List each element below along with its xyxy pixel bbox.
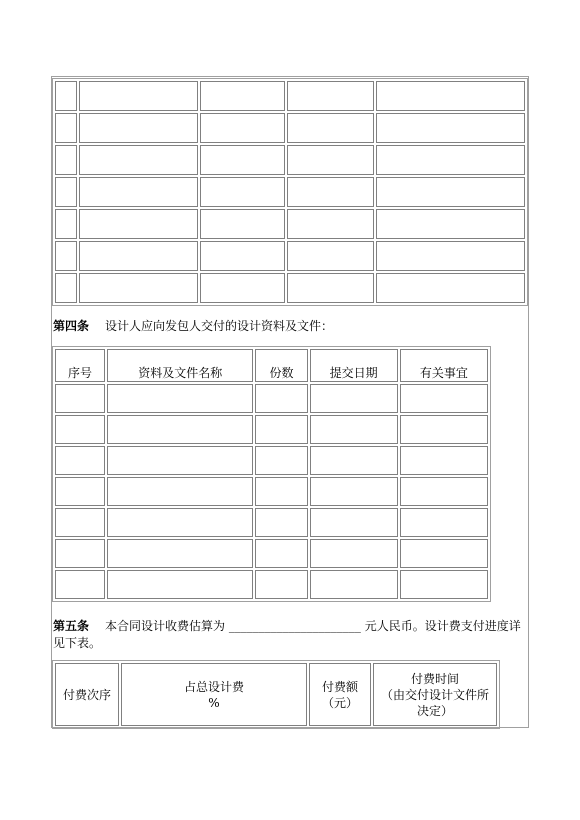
table-cell bbox=[55, 273, 77, 303]
header-cell-payment-time: 付费时间 （由交付设计文件所 决定） bbox=[373, 663, 497, 726]
table-cell bbox=[200, 145, 285, 175]
table-cell bbox=[55, 113, 77, 143]
table-cell bbox=[107, 539, 253, 568]
article-4-text: 设计人应向发包人交付的设计资料及文件： bbox=[105, 319, 334, 333]
table-row bbox=[55, 477, 488, 506]
table-cell bbox=[255, 477, 307, 506]
table-cell bbox=[310, 508, 398, 537]
table-cell bbox=[400, 539, 488, 568]
table-row bbox=[55, 113, 525, 143]
table-cell bbox=[287, 177, 374, 207]
table-cell bbox=[376, 81, 525, 111]
table-cell bbox=[400, 384, 488, 413]
table-cell bbox=[79, 81, 198, 111]
table-cell bbox=[376, 145, 525, 175]
table-cell bbox=[107, 570, 253, 599]
table-cell bbox=[310, 570, 398, 599]
article-5 bbox=[53, 618, 525, 652]
table-cell bbox=[55, 241, 77, 271]
table-row bbox=[55, 209, 525, 239]
table-cell bbox=[287, 113, 374, 143]
table-cell bbox=[255, 570, 307, 599]
article-5-number: 第五条 bbox=[53, 619, 90, 633]
table-cell bbox=[55, 177, 77, 207]
design-materials-table-continued bbox=[52, 78, 528, 306]
table-cell bbox=[310, 477, 398, 506]
table-cell bbox=[200, 241, 285, 271]
table-cell bbox=[310, 446, 398, 475]
header-cell-percent: 占总设计费 % bbox=[121, 663, 307, 726]
header-cell-payment-order: 付费次序 bbox=[55, 663, 119, 726]
table-cell bbox=[79, 241, 198, 271]
table-cell bbox=[200, 177, 285, 207]
table-cell bbox=[79, 273, 198, 303]
table-row bbox=[55, 384, 488, 413]
header-cell-date: 提交日期 bbox=[310, 349, 398, 382]
table-cell bbox=[55, 539, 105, 568]
table-cell bbox=[200, 273, 285, 303]
table-cell bbox=[79, 177, 198, 207]
table-cell bbox=[376, 113, 525, 143]
payment-schedule-header bbox=[55, 663, 497, 726]
table-cell bbox=[255, 384, 307, 413]
table-cell bbox=[200, 113, 285, 143]
article-4-number: 第四条 bbox=[53, 319, 90, 333]
table-cell bbox=[400, 570, 488, 599]
table-cell bbox=[107, 446, 253, 475]
table-cell bbox=[376, 209, 525, 239]
table-cell bbox=[255, 508, 307, 537]
table-cell bbox=[55, 81, 77, 111]
table-cell bbox=[79, 209, 198, 239]
header-cell-index: 序号 bbox=[55, 349, 105, 382]
deliverables-table-header bbox=[55, 349, 488, 382]
table-row bbox=[55, 145, 525, 175]
header-cell-notes: 有关事宜 bbox=[400, 349, 488, 382]
table-cell bbox=[55, 145, 77, 175]
table-cell bbox=[79, 145, 198, 175]
table-cell bbox=[107, 477, 253, 506]
table-row bbox=[55, 539, 488, 568]
header-cell-copies: 份数 bbox=[255, 349, 307, 382]
table-cell bbox=[255, 539, 307, 568]
fee-estimate-blank: ______________________ bbox=[228, 619, 361, 633]
table-cell bbox=[200, 81, 285, 111]
table-cell bbox=[55, 415, 105, 444]
table-cell bbox=[55, 570, 105, 599]
table-cell bbox=[400, 477, 488, 506]
table-cell bbox=[400, 446, 488, 475]
table-cell bbox=[200, 209, 285, 239]
article-5-text-before: 本合同设计收费估算为 bbox=[105, 619, 226, 633]
table-cell bbox=[376, 241, 525, 271]
deliverables-table bbox=[52, 346, 491, 602]
table-cell bbox=[287, 209, 374, 239]
table-cell bbox=[55, 446, 105, 475]
table-cell bbox=[310, 539, 398, 568]
header-cell-amount: 付费额 （元） bbox=[309, 663, 371, 726]
table-cell bbox=[55, 508, 105, 537]
table-cell bbox=[255, 415, 307, 444]
table-row bbox=[55, 241, 525, 271]
table-cell bbox=[107, 508, 253, 537]
table-cell bbox=[79, 113, 198, 143]
table-row bbox=[55, 508, 488, 537]
table-cell bbox=[287, 145, 374, 175]
table-cell bbox=[107, 384, 253, 413]
table-row bbox=[55, 273, 525, 303]
table-row bbox=[55, 81, 525, 111]
table-cell bbox=[55, 209, 77, 239]
table-cell bbox=[55, 384, 105, 413]
table-cell bbox=[310, 384, 398, 413]
table-cell bbox=[287, 273, 374, 303]
table-cell bbox=[287, 81, 374, 111]
table-cell bbox=[376, 273, 525, 303]
table-row bbox=[55, 446, 488, 475]
table-row bbox=[55, 415, 488, 444]
table-cell bbox=[376, 177, 525, 207]
article-5-text-after: 元人民币。设计费支付进度详见下表。 bbox=[53, 619, 521, 650]
payment-schedule-table bbox=[52, 660, 500, 729]
table-cell bbox=[287, 241, 374, 271]
table-cell bbox=[255, 446, 307, 475]
table-cell bbox=[400, 508, 488, 537]
table-cell bbox=[310, 415, 398, 444]
table-row bbox=[55, 570, 488, 599]
header-cell-name: 资料及文件名称 bbox=[107, 349, 253, 382]
table-cell bbox=[107, 415, 253, 444]
table-row bbox=[55, 177, 525, 207]
table-cell bbox=[400, 415, 488, 444]
article-4 bbox=[53, 318, 333, 335]
table-cell bbox=[55, 477, 105, 506]
